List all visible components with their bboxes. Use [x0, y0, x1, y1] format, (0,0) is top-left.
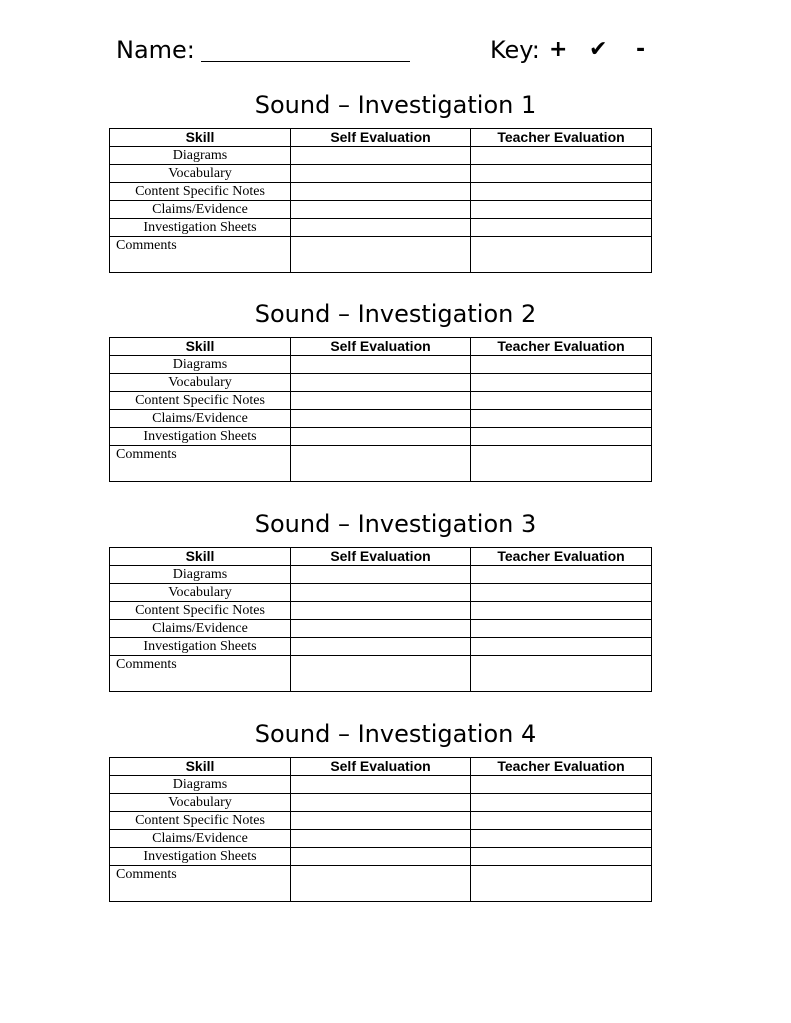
teacher-evaluation-cell[interactable] [471, 848, 652, 866]
self-evaluation-cell[interactable] [291, 374, 471, 392]
comments-label: Comments [110, 656, 291, 692]
teacher-evaluation-cell[interactable] [471, 165, 652, 183]
skill-cell: Diagrams [110, 776, 291, 794]
table-row [110, 848, 652, 866]
table-row [110, 638, 652, 656]
skill-cell: Vocabulary [110, 374, 291, 392]
self-comments-cell[interactable] [291, 237, 471, 273]
self-evaluation-cell[interactable] [291, 776, 471, 794]
column-header-self-evaluation: Self Evaluation [291, 129, 471, 147]
section-title: Sound – Investigation 3 [254, 510, 537, 538]
table-row [110, 584, 652, 602]
skill-cell: Vocabulary [110, 584, 291, 602]
teacher-evaluation-cell[interactable] [471, 356, 652, 374]
skill-cell: Investigation Sheets [110, 219, 291, 237]
skill-cell: Content Specific Notes [110, 602, 291, 620]
skill-cell: Claims/Evidence [110, 830, 291, 848]
teacher-evaluation-cell[interactable] [471, 620, 652, 638]
teacher-comments-cell[interactable] [471, 866, 652, 902]
teacher-evaluation-cell[interactable] [471, 794, 652, 812]
self-evaluation-cell[interactable] [291, 356, 471, 374]
self-evaluation-cell[interactable] [291, 794, 471, 812]
teacher-evaluation-cell[interactable] [471, 776, 652, 794]
teacher-evaluation-cell[interactable] [471, 812, 652, 830]
skill-cell: Investigation Sheets [110, 848, 291, 866]
table-row [110, 566, 652, 584]
self-evaluation-cell[interactable] [291, 830, 471, 848]
skill-cell: Diagrams [110, 356, 291, 374]
table-row [110, 147, 652, 165]
column-header-skill: Skill [110, 338, 291, 356]
column-header-self-evaluation: Self Evaluation [291, 758, 471, 776]
self-evaluation-cell[interactable] [291, 147, 471, 165]
comments-label: Comments [110, 237, 291, 273]
self-evaluation-cell[interactable] [291, 638, 471, 656]
key-plus-symbol: + [549, 37, 568, 62]
teacher-evaluation-cell[interactable] [471, 830, 652, 848]
comments-row [110, 237, 652, 273]
section-title: Sound – Investigation 4 [254, 720, 537, 748]
table-row [110, 428, 652, 446]
skill-cell: Claims/Evidence [110, 620, 291, 638]
self-comments-cell[interactable] [291, 866, 471, 902]
self-evaluation-cell[interactable] [291, 410, 471, 428]
comments-label: Comments [110, 446, 291, 482]
name-label: Name: [116, 36, 195, 64]
table-row [110, 165, 652, 183]
comments-label: Comments [110, 866, 291, 902]
teacher-evaluation-cell[interactable] [471, 219, 652, 237]
self-evaluation-cell[interactable] [291, 620, 471, 638]
skill-cell: Diagrams [110, 566, 291, 584]
teacher-evaluation-cell[interactable] [471, 638, 652, 656]
self-evaluation-cell[interactable] [291, 219, 471, 237]
teacher-evaluation-cell[interactable] [471, 201, 652, 219]
table-row [110, 620, 652, 638]
self-evaluation-cell[interactable] [291, 428, 471, 446]
table-row [110, 374, 652, 392]
evaluation-table [109, 128, 652, 273]
skill-cell: Content Specific Notes [110, 812, 291, 830]
teacher-comments-cell[interactable] [471, 237, 652, 273]
teacher-evaluation-cell[interactable] [471, 374, 652, 392]
self-evaluation-cell[interactable] [291, 812, 471, 830]
comments-row [110, 656, 652, 692]
teacher-comments-cell[interactable] [471, 656, 652, 692]
self-evaluation-cell[interactable] [291, 183, 471, 201]
table-header-row [110, 129, 652, 147]
self-comments-cell[interactable] [291, 656, 471, 692]
skill-cell: Investigation Sheets [110, 638, 291, 656]
column-header-skill: Skill [110, 758, 291, 776]
comments-row [110, 866, 652, 902]
self-evaluation-cell[interactable] [291, 566, 471, 584]
self-comments-cell[interactable] [291, 446, 471, 482]
key-label: Key: [490, 36, 540, 64]
table-row [110, 776, 652, 794]
skill-cell: Claims/Evidence [110, 410, 291, 428]
section-title: Sound – Investigation 2 [254, 300, 537, 328]
teacher-evaluation-cell[interactable] [471, 428, 652, 446]
table-row [110, 392, 652, 410]
skill-cell: Investigation Sheets [110, 428, 291, 446]
comments-row [110, 446, 652, 482]
teacher-evaluation-cell[interactable] [471, 410, 652, 428]
self-evaluation-cell[interactable] [291, 392, 471, 410]
table-row [110, 356, 652, 374]
teacher-evaluation-cell[interactable] [471, 183, 652, 201]
teacher-evaluation-cell[interactable] [471, 392, 652, 410]
self-evaluation-cell[interactable] [291, 848, 471, 866]
self-evaluation-cell[interactable] [291, 584, 471, 602]
table-header-row [110, 758, 652, 776]
column-header-teacher-evaluation: Teacher Evaluation [471, 548, 652, 566]
name-blank-line[interactable] [201, 61, 410, 62]
teacher-evaluation-cell[interactable] [471, 566, 652, 584]
teacher-evaluation-cell[interactable] [471, 602, 652, 620]
table-row [110, 830, 652, 848]
skill-cell: Content Specific Notes [110, 183, 291, 201]
evaluation-table [109, 757, 652, 902]
skill-cell: Content Specific Notes [110, 392, 291, 410]
table-row [110, 410, 652, 428]
key-minus-symbol: - [636, 37, 646, 62]
teacher-evaluation-cell[interactable] [471, 584, 652, 602]
self-evaluation-cell[interactable] [291, 165, 471, 183]
skill-cell: Vocabulary [110, 165, 291, 183]
column-header-teacher-evaluation: Teacher Evaluation [471, 338, 652, 356]
column-header-teacher-evaluation: Teacher Evaluation [471, 129, 652, 147]
column-header-teacher-evaluation: Teacher Evaluation [471, 758, 652, 776]
column-header-skill: Skill [110, 129, 291, 147]
table-header-row [110, 548, 652, 566]
table-row [110, 812, 652, 830]
teacher-evaluation-cell[interactable] [471, 147, 652, 165]
skill-cell: Claims/Evidence [110, 201, 291, 219]
section-title: Sound – Investigation 1 [254, 91, 537, 119]
self-evaluation-cell[interactable] [291, 602, 471, 620]
column-header-self-evaluation: Self Evaluation [291, 338, 471, 356]
table-row [110, 183, 652, 201]
self-evaluation-cell[interactable] [291, 201, 471, 219]
table-row [110, 219, 652, 237]
table-row [110, 201, 652, 219]
skill-cell: Diagrams [110, 147, 291, 165]
table-header-row [110, 338, 652, 356]
skill-cell: Vocabulary [110, 794, 291, 812]
table-row [110, 602, 652, 620]
evaluation-table [109, 547, 652, 692]
table-row [110, 794, 652, 812]
teacher-comments-cell[interactable] [471, 446, 652, 482]
column-header-skill: Skill [110, 548, 291, 566]
key-check-icon: ✔ [589, 37, 608, 62]
column-header-self-evaluation: Self Evaluation [291, 548, 471, 566]
evaluation-table [109, 337, 652, 482]
